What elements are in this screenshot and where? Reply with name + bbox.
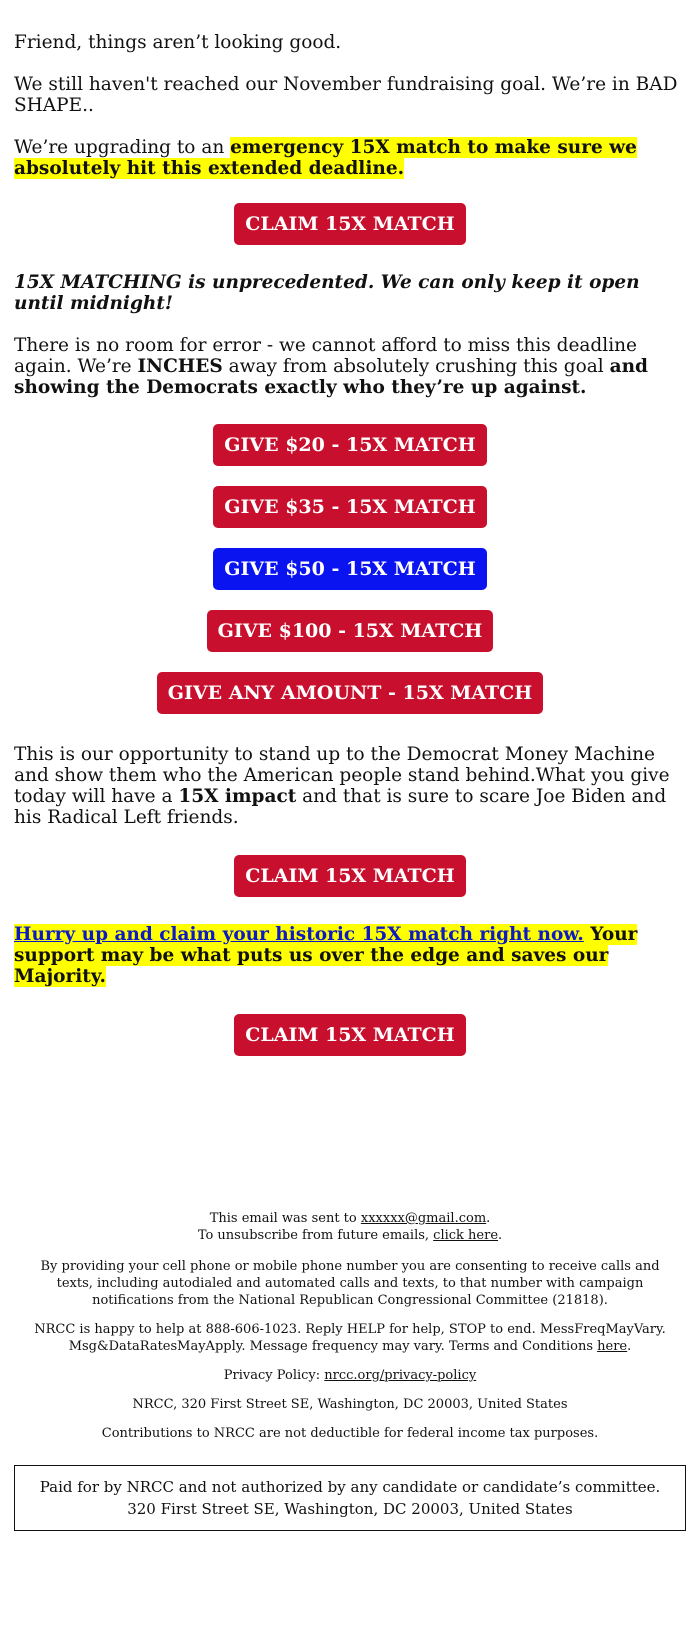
sent-text: This email was sent to: [209, 1211, 361, 1226]
unsubscribe-line: [14, 1227, 686, 1244]
privacy-line: [14, 1367, 686, 1384]
unsubscribe-link[interactable]: click here: [433, 1228, 499, 1243]
claim-match-button-3[interactable]: CLAIM 15X MATCH: [234, 1014, 466, 1056]
no-room-text: There is no room for error - we cannot afford to miss this deadline again. We’re: [14, 335, 637, 377]
hurry-link[interactable]: Hurry up and claim your historic 15X match right now.: [14, 924, 584, 945]
help-text: NRCC is happy to help at 888-606-1023. Reply HELP for help, STOP to end. MessFreqMayVary. Msg&DataRatesMayApply. Message frequency may vary. Terms and Conditions: [34, 1322, 666, 1354]
consent-text: By providing your cell phone or mobile phone number you are consenting to receive calls and texts, including autodialed and automated calls and texts, to that number with campaign notifications from the National Republican Congressional Committee (21818).: [40, 1259, 660, 1308]
sent-line: [14, 1210, 686, 1227]
claim-match-button-1[interactable]: CLAIM 15X MATCH: [234, 203, 466, 245]
help-end: .: [627, 1339, 632, 1354]
help-line: [14, 1321, 686, 1355]
paragraph-goal: We still haven't reached our November fundraising goal. We’re in BAD SHAPE..: [14, 74, 678, 116]
opportunity-text: This is our opportunity to stand up to the Democrat Money Machine and show them who the American people stand behind.What you give today will have a: [14, 744, 670, 807]
upgrade-text: We’re upgrading to an: [14, 137, 231, 158]
privacy-text: Privacy Policy:: [223, 1368, 325, 1383]
paragraph-no-room: [14, 335, 686, 398]
unsubscribe-text: To unsubscribe from future emails,: [197, 1228, 434, 1243]
unsubscribe-end: .: [498, 1228, 503, 1243]
impact-text: 15X impact: [178, 786, 297, 807]
greeting: Friend, things aren’t looking good.: [14, 32, 342, 53]
paragraph-hurry: [14, 924, 686, 987]
privacy-policy-link[interactable]: nrcc.org/privacy-policy: [324, 1368, 477, 1383]
footer: [0, 1210, 700, 1442]
address-line: NRCC, 320 First Street SE, Washington, DC 20003, United States: [132, 1397, 568, 1412]
scare-text: and that is sure to scare Joe Biden and his Radical Left friends.: [14, 786, 667, 828]
give-100-button[interactable]: GIVE $100 - 15X MATCH: [207, 610, 494, 652]
give-any-amount-button[interactable]: GIVE ANY AMOUNT - 15X MATCH: [157, 672, 544, 714]
hurry-rest: Your support may be what puts us over the edge and saves our Majority.: [14, 924, 638, 987]
unprecedented-text: 15X MATCHING is unprecedented. We can only keep it open until midnight!: [14, 272, 640, 314]
paid-for-box: Paid for by NRCC and not authorized by any candidate or candidate’s committee. 320 First Street SE, Washington, DC 20003, United States: [14, 1465, 686, 1531]
paragraph-upgrade: [14, 137, 686, 179]
claim-match-button-2[interactable]: CLAIM 15X MATCH: [234, 855, 466, 897]
crushing-text: away from absolutely crushing this goal: [222, 356, 610, 377]
upgrade-highlight: emergency 15X match to make sure we absolutely hit this extended deadline.: [14, 137, 637, 179]
paragraph-unprecedented: [14, 272, 686, 314]
give-20-button[interactable]: GIVE $20 - 15X MATCH: [213, 424, 486, 466]
democrats-text: and showing the Democrats exactly who they’re up against.: [14, 356, 648, 398]
give-50-button[interactable]: GIVE $50 - 15X MATCH: [213, 548, 486, 590]
give-35-button[interactable]: GIVE $35 - 15X MATCH: [213, 486, 486, 528]
terms-link[interactable]: here: [597, 1339, 628, 1354]
contributions-line: Contributions to NRCC are not deductible for federal income tax purposes.: [101, 1426, 599, 1441]
sent-end: .: [486, 1211, 491, 1226]
recipient-email-link[interactable]: xxxxxx@gmail.com: [360, 1211, 487, 1226]
paragraph-opportunity: [14, 744, 686, 828]
inches-text: INCHES: [137, 356, 223, 377]
